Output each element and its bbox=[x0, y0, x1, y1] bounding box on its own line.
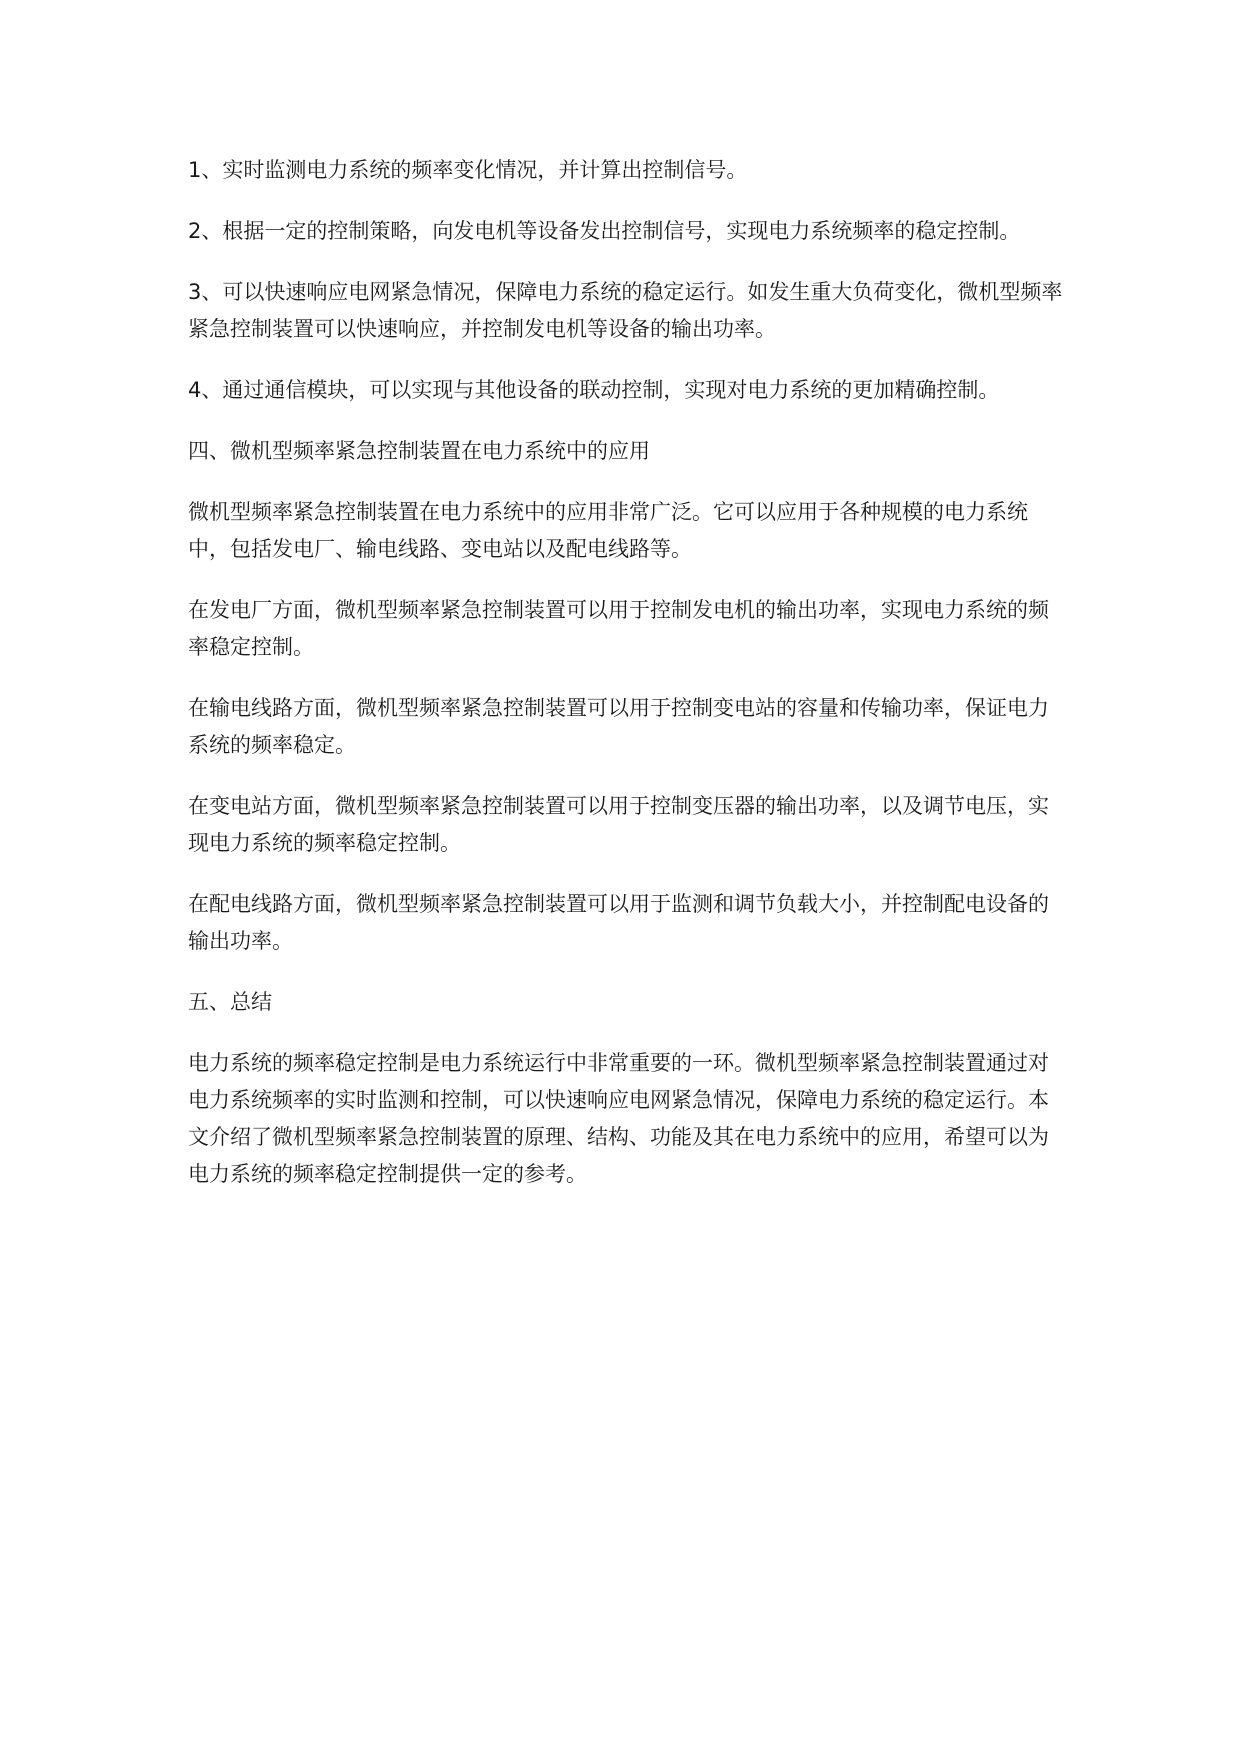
list-item-4: 4、通过通信模块，可以实现与其他设备的联动控制，实现对电力系统的更加精确控制。 bbox=[188, 378, 1000, 402]
paragraph-application-intro: 微机型频率紧急控制装置在电力系统中的应用非常广泛。它可以应用于各种规模的电力系统中，包括发电厂、输电线路、变电站以及配电线路等。 bbox=[188, 500, 1028, 561]
paragraph-substation: 在变电站方面，微机型频率紧急控制装置可以用于控制变压器的输出功率，以及调节电压，实现电力系统的频率稳定控制。 bbox=[188, 794, 1049, 855]
paragraph-summary: 电力系统的频率稳定控制是电力系统运行中非常重要的一环。微机型频率紧急控制装置通过对电力系统频率的实时监测和控制，可以快速响应电网紧急情况，保障电力系统的稳定运行。本文介绍了微机型频率紧急控制装置的原理、结构、功能及其在电力系统中的应用，希望可以为电力系统的频率稳定控制提供一定的参考。 bbox=[188, 1051, 1049, 1186]
paragraph-transmission-line: 在输电线路方面，微机型频率紧急控制装置可以用于控制变电站的容量和传输功率，保证电力系统的频率稳定。 bbox=[188, 696, 1049, 757]
list-item-2: 2、根据一定的控制策略，向发电机等设备发出控制信号，实现电力系统频率的稳定控制。 bbox=[188, 219, 1021, 243]
list-item-1: 1、实时监测电力系统的频率变化情况，并计算出控制信号。 bbox=[188, 158, 748, 182]
section-heading-5: 五、总结 bbox=[188, 990, 272, 1014]
section-heading-4: 四、微机型频率紧急控制装置在电力系统中的应用 bbox=[188, 439, 650, 463]
list-item-3: 3、可以快速响应电网紧急情况，保障电力系统的稳定运行。如发生重大负荷变化，微机型频率紧急控制装置可以快速响应，并控制发电机等设备的输出功率。 bbox=[188, 280, 1063, 341]
document-body bbox=[188, 152, 1068, 1217]
paragraph-power-plant: 在发电厂方面，微机型频率紧急控制装置可以用于控制发电机的输出功率，实现电力系统的频率稳定控制。 bbox=[188, 598, 1049, 659]
paragraph-distribution-line: 在配电线路方面，微机型频率紧急控制装置可以用于监测和调节负载大小，并控制配电设备的输出功率。 bbox=[188, 892, 1049, 953]
